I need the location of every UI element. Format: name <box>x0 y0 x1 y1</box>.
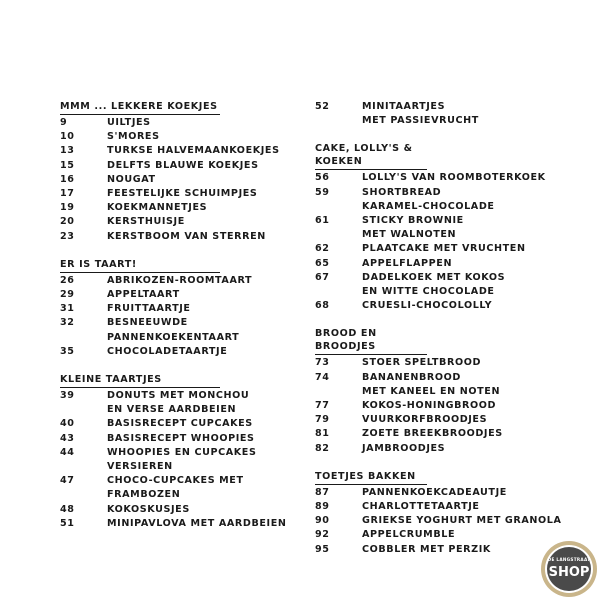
section-title: TOETJES BAKKEN <box>315 470 427 485</box>
shop-logo-badge <box>540 540 598 598</box>
toc-entry[interactable] <box>60 116 285 130</box>
toc-entry[interactable] <box>60 432 285 446</box>
recipe-title: KOKOS-HONINGBROOD <box>362 400 497 412</box>
toc-entry[interactable] <box>315 528 565 542</box>
toc-entry[interactable] <box>60 144 285 158</box>
page-number: 77 <box>315 400 330 412</box>
toc-section-taart <box>60 258 285 359</box>
recipe-title: KOEKMANNETJES <box>107 202 208 214</box>
page-number: 15 <box>60 159 75 171</box>
page-number: 89 <box>315 501 330 513</box>
page-number: 62 <box>315 243 330 255</box>
toc-entry[interactable] <box>315 413 565 427</box>
toc-section-toetjes <box>315 470 565 557</box>
toc-entry[interactable] <box>315 427 565 441</box>
toc-entry[interactable] <box>315 356 565 370</box>
toc-entry[interactable] <box>60 173 285 187</box>
recipe-title: MINITAARTJES <box>362 101 446 112</box>
page-number: 68 <box>315 300 330 312</box>
toc-entry[interactable] <box>60 130 285 144</box>
toc-entry-continuation[interactable] <box>315 385 565 399</box>
toc-entry[interactable] <box>60 517 285 531</box>
toc-entry[interactable] <box>60 187 285 201</box>
toc-entry[interactable] <box>60 417 285 431</box>
page-number: 81 <box>315 428 330 440</box>
page-number: 31 <box>60 303 75 315</box>
page-number: 82 <box>315 442 330 454</box>
page-number: 35 <box>60 345 75 357</box>
page-number: 56 <box>315 172 330 184</box>
page-number: 52 <box>315 101 330 112</box>
recipe-title: MET WALNOTEN <box>362 229 457 241</box>
recipe-title: ZOETE BREEKBROODJES <box>362 428 503 440</box>
toc-section-kleine-taartjes <box>60 373 285 531</box>
page-number: 32 <box>60 317 75 329</box>
page-number: 44 <box>60 446 75 458</box>
toc-entry[interactable] <box>60 274 285 288</box>
page-number: 39 <box>60 390 75 402</box>
toc-entry[interactable] <box>315 171 565 185</box>
toc-entry-continuation[interactable] <box>315 114 565 128</box>
recipe-title: FEESTELIJKE SCHUIMPJES <box>107 188 258 200</box>
section-title: ER IS TAART! <box>60 258 220 273</box>
recipe-title: APPELFLAPPEN <box>362 257 453 269</box>
recipe-title: SHORTBREAD <box>362 186 442 198</box>
recipe-title: EN WITTE CHOCOLADE <box>362 286 495 298</box>
page-number: 51 <box>60 517 75 529</box>
recipe-title: KERSTBOOM VAN STERREN <box>107 230 266 242</box>
toc-entry-continuation[interactable] <box>315 228 565 242</box>
badge-top-text: DE LANGSTRAAT <box>547 557 591 562</box>
recipe-title: UILTJES <box>107 117 151 128</box>
toc-entry[interactable] <box>315 242 565 256</box>
page-number: 17 <box>60 188 75 200</box>
recipe-title: GRIEKSE YOGHURT MET GRANOLA <box>362 515 562 527</box>
page-number: 16 <box>60 173 75 185</box>
toc-entry[interactable] <box>60 302 285 316</box>
recipe-title: STOER SPELTBROOD <box>362 357 482 369</box>
recipe-title: JAMBROODJES <box>362 442 446 454</box>
recipe-title: CRUESLI-CHOCOLOLLY <box>362 300 493 312</box>
page-number: 20 <box>60 216 75 228</box>
section-title: BROOD EN BROODJES <box>315 327 427 355</box>
toc-right-column <box>315 100 565 571</box>
toc-entry-continuation[interactable] <box>60 488 285 502</box>
page-number: 19 <box>60 202 75 214</box>
recipe-title: BASISRECEPT CUPCAKES <box>107 418 253 430</box>
page-number: 40 <box>60 418 75 430</box>
recipe-title: KARAMEL-CHOCOLADE <box>362 200 495 212</box>
page-number: 87 <box>315 486 330 498</box>
toc-entry[interactable] <box>60 159 285 173</box>
recipe-title: CHOCOLADETAARTJE <box>107 345 228 357</box>
recipe-title: VERSIEREN <box>107 461 173 473</box>
recipe-title: CHARLOTTETAARTJE <box>362 501 480 513</box>
page-number: 95 <box>315 543 330 555</box>
page-number: 67 <box>315 271 330 283</box>
toc-entry[interactable] <box>60 503 285 517</box>
toc-entry[interactable] <box>315 514 565 528</box>
page-number: 61 <box>315 215 330 227</box>
toc-section-koekjes <box>60 100 285 244</box>
recipe-title: TURKSE HALVEMAANKOEKJES <box>107 145 280 157</box>
recipe-title: DONUTS MET MONCHOU <box>107 390 250 402</box>
toc-entry-continuation[interactable] <box>315 285 565 299</box>
recipe-title: LOLLY'S VAN ROOMBOTERKOEK <box>362 172 546 184</box>
page-number: 10 <box>60 131 75 143</box>
recipe-title: FRUITTAARTJE <box>107 303 191 315</box>
recipe-title: APPELCRUMBLE <box>362 529 456 541</box>
toc-entry[interactable] <box>60 446 285 460</box>
toc-entry[interactable] <box>60 474 285 488</box>
recipe-title: PANNENKOEKENTAART <box>107 331 240 343</box>
toc-entry-continuation[interactable] <box>60 403 285 417</box>
page-number: 79 <box>315 414 330 426</box>
section-title: MMM ... LEKKERE KOEKJES <box>60 100 220 115</box>
recipe-title: FRAMBOZEN <box>107 489 181 501</box>
page-number: 43 <box>60 432 75 444</box>
toc-entry[interactable] <box>315 186 565 200</box>
page-number: 13 <box>60 145 75 157</box>
recipe-title: BESNEEUWDE <box>107 317 188 329</box>
recipe-title: MET PASSIEVRUCHT <box>362 115 479 127</box>
recipe-title: BANANENBROOD <box>362 371 461 383</box>
recipe-title: MINIPAVLOVA MET AARDBEIEN <box>107 517 287 529</box>
section-title: CAKE, LOLLY'S & KOEKEN <box>315 142 427 170</box>
toc-entry[interactable] <box>315 271 565 285</box>
toc-entry[interactable] <box>60 389 285 403</box>
toc-section-cake-lollys-koeken <box>315 142 565 313</box>
toc-entry[interactable] <box>315 371 565 385</box>
page-number: 65 <box>315 257 330 269</box>
page-number: 9 <box>60 117 68 128</box>
page-number: 48 <box>60 503 75 515</box>
recipe-title: APPELTAART <box>107 289 180 301</box>
toc-entry[interactable] <box>60 345 285 359</box>
recipe-title: MET KANEEL EN NOTEN <box>362 385 501 397</box>
toc-entry[interactable] <box>60 288 285 302</box>
toc-entry[interactable] <box>315 399 565 413</box>
page-number: 23 <box>60 230 75 242</box>
page-number: 74 <box>315 371 330 383</box>
recipe-title: DELFTS BLAUWE KOEKJES <box>107 159 259 171</box>
toc-entry[interactable] <box>315 299 565 313</box>
recipe-title: NOUGAT <box>107 173 156 185</box>
toc-entry[interactable] <box>60 316 285 330</box>
recipe-title: PANNENKOEKCADEAUTJE <box>362 486 507 498</box>
recipe-title: KOKOSKUSJES <box>107 503 190 515</box>
recipe-title: PLAATCAKE MET VRUCHTEN <box>362 243 526 255</box>
toc-entry-continuation[interactable] <box>60 331 285 345</box>
page-number: 73 <box>315 357 330 369</box>
page-number: 92 <box>315 529 330 541</box>
toc-entry[interactable] <box>315 257 565 271</box>
recipe-title: EN VERSE AARDBEIEN <box>107 404 237 416</box>
toc-left-column <box>60 100 285 545</box>
toc-entry-continuation[interactable] <box>315 200 565 214</box>
toc-entry[interactable] <box>315 442 565 456</box>
recipe-title: DADELKOEK MET KOKOS <box>362 271 506 283</box>
page-number: 47 <box>60 475 75 487</box>
recipe-title: VUURKORFBROODJES <box>362 414 488 426</box>
section-title: KLEINE TAARTJES <box>60 373 220 388</box>
toc-entry[interactable] <box>60 230 285 244</box>
recipe-title: KERSTHUISJE <box>107 216 185 228</box>
recipe-title: S'MORES <box>107 131 160 143</box>
recipe-title: BASISRECEPT WHOOPIES <box>107 432 255 444</box>
recipe-title: CHOCO-CUPCAKES MET <box>107 475 244 487</box>
page-number: 29 <box>60 289 75 301</box>
toc-entry-continuation[interactable] <box>60 460 285 474</box>
toc-entry[interactable] <box>315 543 565 557</box>
page-number: 26 <box>60 274 75 286</box>
toc-continued-kleine-taartjes <box>315 100 565 128</box>
toc-entry[interactable] <box>315 214 565 228</box>
toc-entry[interactable] <box>60 215 285 229</box>
page-number: 59 <box>315 186 330 198</box>
toc-entry[interactable] <box>315 486 565 500</box>
toc-entry[interactable] <box>60 201 285 215</box>
toc-entry[interactable] <box>315 500 565 514</box>
recipe-title: ABRIKOZEN-ROOMTAART <box>107 274 253 286</box>
recipe-title: COBBLER MET PERZIK <box>362 543 491 555</box>
page-number: 90 <box>315 515 330 527</box>
recipe-title: WHOOPIES EN CUPCAKES <box>107 446 257 458</box>
toc-section-brood <box>315 327 565 455</box>
badge-main-text: SHOP <box>548 565 590 580</box>
recipe-title: STICKY BROWNIE <box>362 215 464 227</box>
toc-entry[interactable] <box>315 100 565 114</box>
